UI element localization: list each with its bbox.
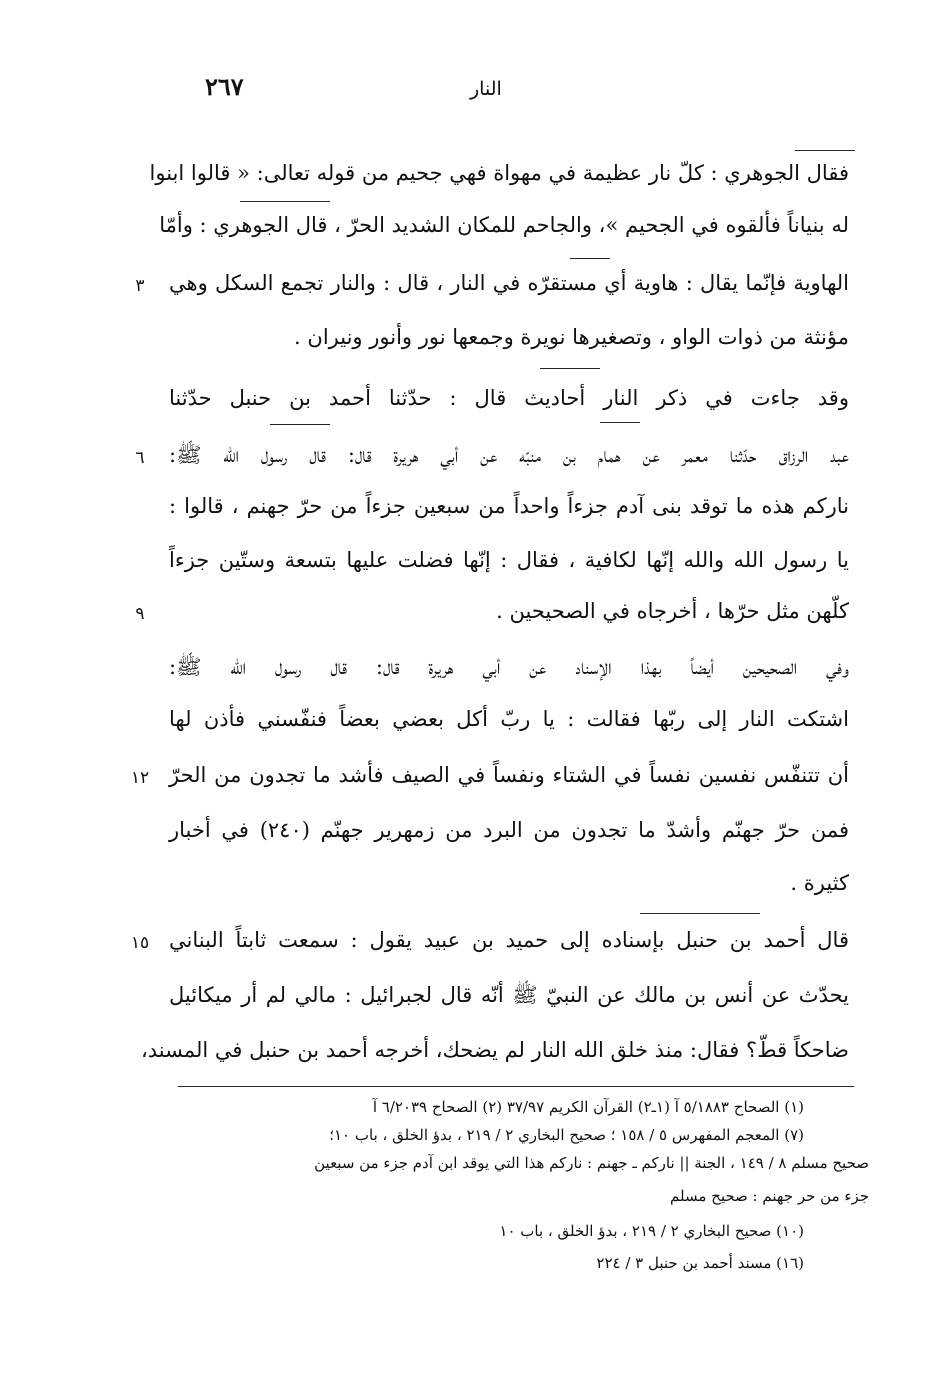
text-line: فقال الجوهري : كلّ نار عظيمة في مهواة فهي جحيم من قوله تعالى: « قالوا ابنوا xyxy=(149,161,849,185)
overline-mark xyxy=(795,150,855,151)
text-line: مؤنثة من ذوات الواو ، وتصغيرها نويرة وجمعها نور وأنور ونيران . xyxy=(294,325,849,349)
line-number: ٣ xyxy=(135,276,145,296)
footnote-divider xyxy=(178,1086,854,1087)
overline-mark xyxy=(540,368,600,369)
text-line: عبد الرزاق حدّثنا معمر عن همام بن منبّه عن أبي هريرة قال: قال رسول الله ﷺ: xyxy=(169,443,849,467)
footnote-line: (١٠) صحيح البخاري ٢ / ٢١٩ ، بدؤ الخلق ، باب ١٠ xyxy=(499,1222,804,1240)
overline-mark xyxy=(240,201,330,202)
text-line: يحدّث عن أنس بن مالك عن النبيّ ﷺ أنّه قال لجبرائيل : مالي لم أر ميكائيل xyxy=(169,983,849,1007)
line-number: ٦ xyxy=(135,448,145,468)
text-line: قال أحمد بن حنبل بإسناده إلى حميد بن عبيد يقول : سمعت ثابتاً البناني xyxy=(169,928,849,952)
running-title: النار xyxy=(470,78,502,100)
text-line: الهاوية فإنّما يقال : هاوية أي مستقرّه في النار ، قال : والنار تجمع السكل وهي xyxy=(169,271,849,295)
text-line: له بنياناً فألقوه في الجحيم »، والجاحم للمكان الشديد الحرّ ، قال الجوهري : وأمّا xyxy=(159,213,849,237)
text-line: كثيرة . xyxy=(790,871,849,895)
overline-mark xyxy=(640,913,760,914)
footnote-line: جزء من حر جهنم : صحيح مسلم xyxy=(670,1187,869,1205)
overline-mark xyxy=(600,422,640,423)
text-line: ضاحكاً قطّ؟ فقال: منذ خلق الله النار لم يضحك، أخرجه أحمد بن حنبل في المسند، xyxy=(140,1038,849,1062)
text-line: ناركم هذه ما توقد بنى آدم جزءاً واحداً من سبعين جزءاً من حرّ جهنم ، قالوا : xyxy=(169,494,849,518)
text-line: كلّهن مثل حرّها ، أخرجاه في الصحيحين . xyxy=(496,599,849,623)
line-number: ١٢ xyxy=(130,768,150,788)
page-number: ٢٦٧ xyxy=(205,72,244,101)
text-line: وفي الصحيحين أيضاً بهذا الإسناد عن أبي هريرة قال: قال رسول الله ﷺ: xyxy=(169,655,849,679)
line-number: ١٥ xyxy=(130,933,150,953)
overline-mark xyxy=(270,424,330,425)
footnote-line: صحيح مسلم ٨ / ١٤٩ ، الجنة || ناركم ـ جهنم : ناركم هذا التي يوقد ابن آدم جزء من سبعين xyxy=(314,1154,869,1172)
text-line: وقد جاءت في ذكر النار أحاديث قال : حدّثنا أحمد بن حنبل حدّثنا xyxy=(169,386,849,410)
text-line: أن تتنفّس نفسين نفساً في الشتاء ونفساً في الصيف فأشد ما تجدون من الحرّ xyxy=(169,763,849,787)
text-line: فمن حرّ جهنّم وأشدّ ما تجدون من البرد من زمهرير جهنّم (٢٤٠) في أخبار xyxy=(169,818,849,842)
overline-mark xyxy=(570,258,610,259)
line-number: ٩ xyxy=(135,604,145,624)
text-line: يا رسول الله والله إنّها لكافية ، فقال : إنّها فضلت عليها بتسعة وستّين جزءاً xyxy=(169,548,849,572)
footnote-line: (٧) المعجم المفهرس ٥ / ١٥٨ ؛ صحيح البخاري ٢ / ٢١٩ ، بدؤ الخلق ، باب ١٠؛ xyxy=(329,1126,804,1144)
text-line: اشتكت النار إلى ربّها فقالت : يا ربّ أكل بعضي بعضاً فنفّسني فأذن لها xyxy=(169,707,849,731)
footnote-line: (١٦) مسند أحمد بن حنبل ٣ / ٢٢٤ xyxy=(596,1254,804,1272)
footnote-line: (١) الصحاح ٥/١٨٨٣ آ (١ـ٢) القرآن الكريم ٣٧/٩٧ (٢) الصحاح ٦/٢٠٣٩ آ xyxy=(372,1098,804,1116)
